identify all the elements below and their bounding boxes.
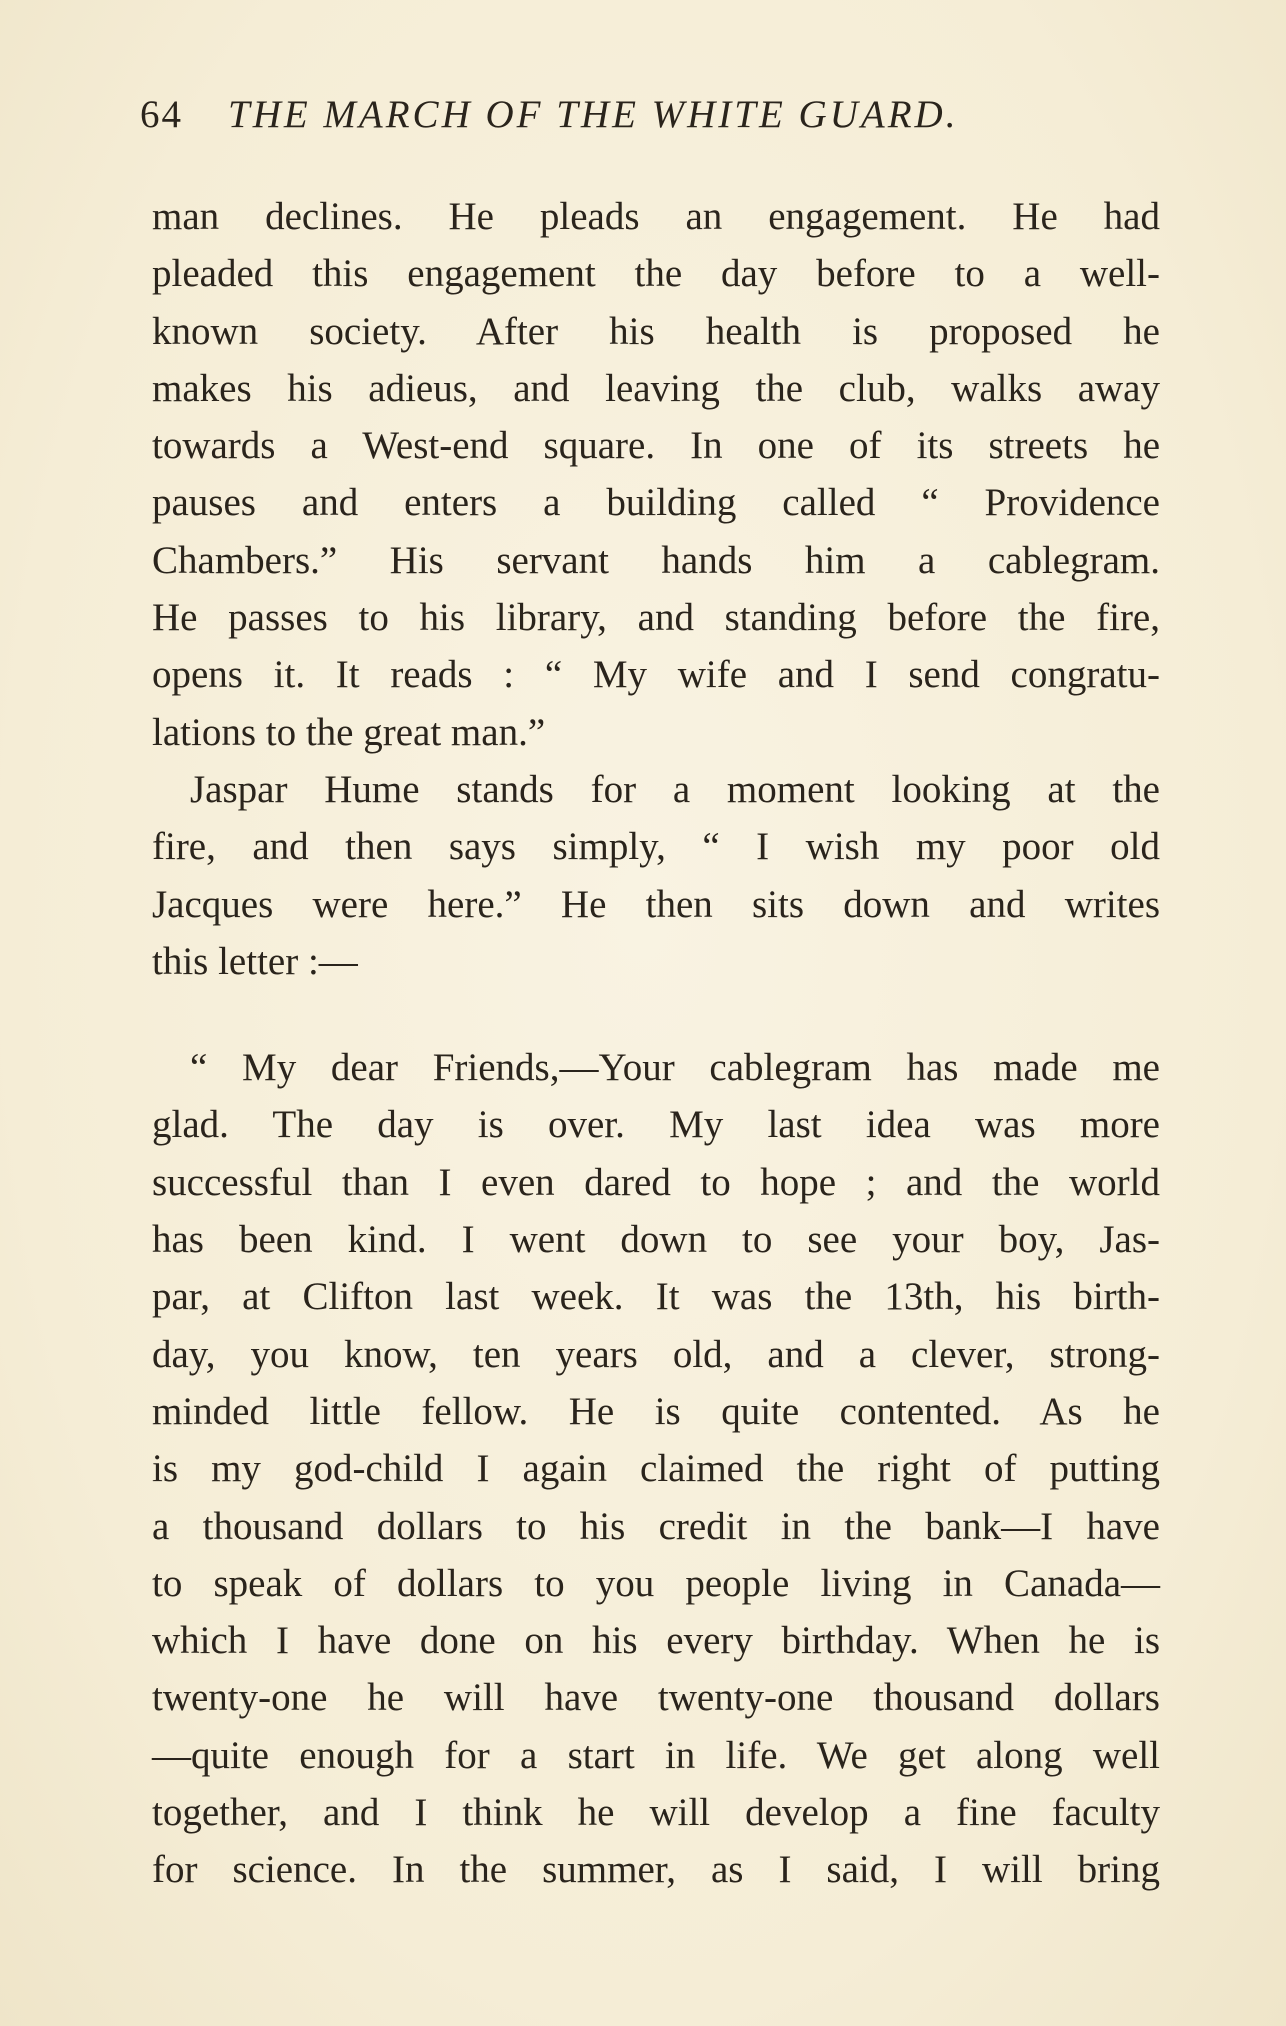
text-line: which I have done on his every birthday. When he is — [152, 1619, 1160, 1663]
paragraph-2 — [152, 761, 1160, 990]
text-line: towards a West-end square. In one of its streets he — [152, 424, 1160, 468]
text-line: —quite enough for a start in life. We get along well — [152, 1733, 1160, 1777]
text-line: this letter :— — [152, 939, 358, 983]
text-line: lations to the great man.” — [152, 710, 546, 754]
section-gap — [152, 990, 1160, 1039]
text-line: pleaded this engagement the day before to a well- — [152, 252, 1160, 296]
text-line: successful than I even dared to hope ; and the world — [152, 1160, 1160, 1204]
text-line: known society. After his health is proposed he — [152, 309, 1160, 353]
text-line: Jaspar Hume stands for a moment looking at the — [190, 767, 1160, 811]
text-line: a thousand dollars to his credit in the bank—I have — [152, 1504, 1160, 1548]
text-line: is my god-child I again claimed the right of putting — [152, 1447, 1160, 1491]
text-line: for science. In the summer, as I said, I will bring — [152, 1848, 1160, 1892]
text-line: par, at Clifton last week. It was the 13th, his birth- — [152, 1275, 1160, 1319]
page-number: 64 — [140, 93, 183, 136]
letter-paragraph — [152, 1039, 1160, 1898]
text-line: Jacques were here.” He then sits down and writes — [152, 882, 1160, 926]
text-line: has been kind. I went down to see your boy, Jas- — [152, 1218, 1160, 1262]
paragraph-1 — [152, 188, 1160, 761]
text-line: opens it. It reads : “ My wife and I send congratu- — [152, 653, 1160, 697]
text-line: makes his adieus, and leaving the club, walks away — [152, 366, 1160, 410]
body-text — [152, 188, 1160, 1899]
text-line: man declines. He pleads an engagement. He had — [152, 195, 1160, 238]
text-line: fire, and then says simply, “ I wish my poor old — [152, 825, 1160, 869]
text-line: Chambers.” His servant hands him a cablegram. — [152, 538, 1160, 582]
text-line: glad. The day is over. My last idea was more — [152, 1103, 1160, 1147]
text-line: “ My dear Friends,—Your cablegram has made me — [190, 1046, 1160, 1090]
text-line: twenty-one he will have twenty-one thousand dollars — [152, 1676, 1160, 1720]
text-line: to speak of dollars to you people living in Canada— — [152, 1561, 1160, 1605]
text-line: pauses and enters a building called “ Providence — [152, 481, 1160, 525]
page-header — [140, 92, 1160, 142]
text-line: minded little fellow. He is quite contented. As he — [152, 1389, 1160, 1433]
running-title: THE MARCH OF THE WHITE GUARD. — [228, 93, 959, 136]
text-line: He passes to his library, and standing before the fire, — [152, 596, 1160, 640]
text-line: day, you know, ten years old, and a clever, strong- — [152, 1332, 1160, 1376]
text-line: together, and I think he will develop a fine faculty — [152, 1791, 1160, 1835]
